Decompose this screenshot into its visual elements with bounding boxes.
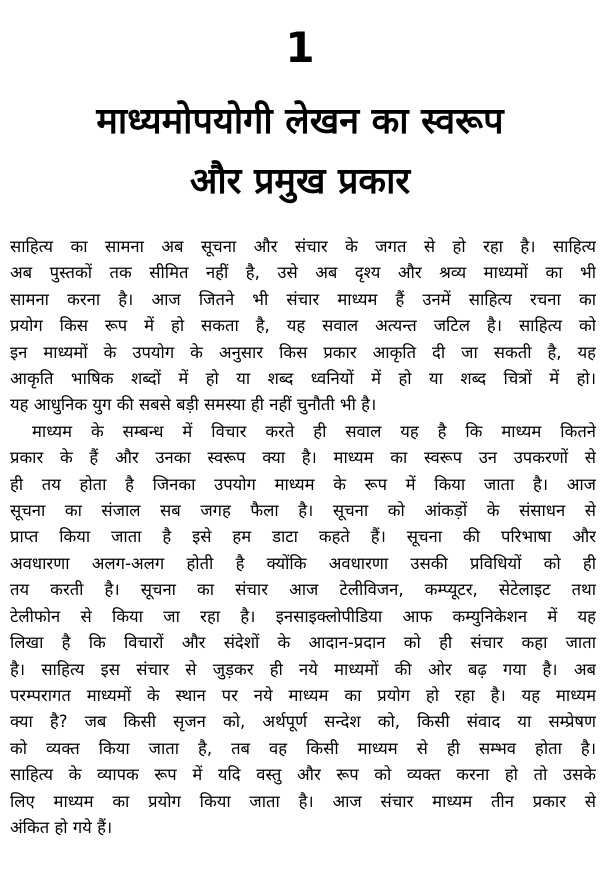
text-line: टेलीफोन से किया जा रहा है। इनसाइक्लोपीडिया आफ कम्युनिकेशन में यह <box>10 606 596 626</box>
text-line: माध्यम के सम्बन्ध में विचार करते ही सवाल यह है कि माध्यम कितने <box>32 421 596 441</box>
text-line: साहित्य के व्यापक रूप में यदि वस्तु और रूप को व्यक्त करना हो तो उसके <box>10 765 596 785</box>
text-line: परम्परागत माध्यमों के स्थान पर नये माध्यम का प्रयोग हो रहा है। यह माध्यम <box>10 685 596 705</box>
text-line: तय करती है। सूचना का संचार आज टेलीविजन, कम्प्यूटर, सेटेलाइट तथा <box>10 580 596 600</box>
text-line: साहित्य का सामना अब सूचना और संचार के जगत से हो रहा है। साहित्य <box>10 237 596 256</box>
chapter-title <box>0 92 600 212</box>
text-line: है। साहित्य इस संचार से जुड़कर ही नये माध्यमों की ओर बढ़ गया है। अब <box>10 659 596 679</box>
text-line: लिखा है कि विचारों और संदेशों के आदान-प्रदान को ही संचार कहा जाता <box>10 633 596 653</box>
text-line: ही तय होता है जिनका उपयोग माध्यम के रूप में किया जाता है। आज <box>10 474 596 494</box>
text-line: अब पुस्तकों तक सीमित नहीं है, उसे अब दृश्य और श्रव्य माध्यमों का भी <box>10 263 596 283</box>
text-line: अंकित हो गये हैं। <box>10 817 113 837</box>
text-line: आकृति भाषिक शब्दों में हो या शब्द ध्वनियों में हो या शब्द चित्रों में हो। <box>10 369 596 389</box>
chapter-title-line-1: माध्यमोपयोगी लेखन का स्वरूप <box>96 101 504 142</box>
text-line: क्या है? जब किसी सृजन को, अर्थपूर्ण सन्देश को, किसी संवाद या सम्प्रेषण <box>10 712 596 732</box>
text-line: लिए माध्यम का प्रयोग किया जाता है। आज संचार माध्यम तीन प्रकार से <box>10 791 596 811</box>
body-text <box>10 234 596 841</box>
chapter-title-line-2: और प्रमुख प्रकार <box>189 161 411 202</box>
text-line: सूचना का संजाल सब जगह फैला है। सूचना को आंकड़ों के संसाधन से <box>10 501 596 521</box>
text-line: प्रकार के हैं और उनका स्वरूप क्या है। माध्यम का स्वरूप उन उपकरणों से <box>10 448 596 468</box>
text-line: यह आधुनिक युग की सबसे बड़ी समस्या ही नहीं चुनौती भी है। <box>10 395 377 415</box>
text-line: प्रयोग किस रूप में हो सकता है, यह सवाल अत्यन्त जटिल है। साहित्य को <box>10 316 596 336</box>
paragraph-2 <box>10 419 596 842</box>
text-line: प्राप्त किया जाता है इसे हम डाटा कहते हैं। सूचना की परिभाषा और <box>10 527 596 547</box>
paragraph-1 <box>10 234 596 419</box>
text-line: को व्यक्त किया जाता है, तब वह किसी माध्यम से ही सम्भव होता है। <box>10 738 596 758</box>
text-line: अवधारणा अलग-अलग होती है क्योंकि अवधारणा उसकी प्रविधियों को ही <box>10 553 596 573</box>
text-line: सामना करना है। आज जितने भी संचार माध्यम हैं उनमें साहित्य रचना का <box>10 289 596 309</box>
text-line: इन माध्यमों के उपयोग के अनुसार किस प्रकार आकृति दी जा सकती है, यह <box>10 342 596 362</box>
chapter-number: 1 <box>285 23 315 72</box>
